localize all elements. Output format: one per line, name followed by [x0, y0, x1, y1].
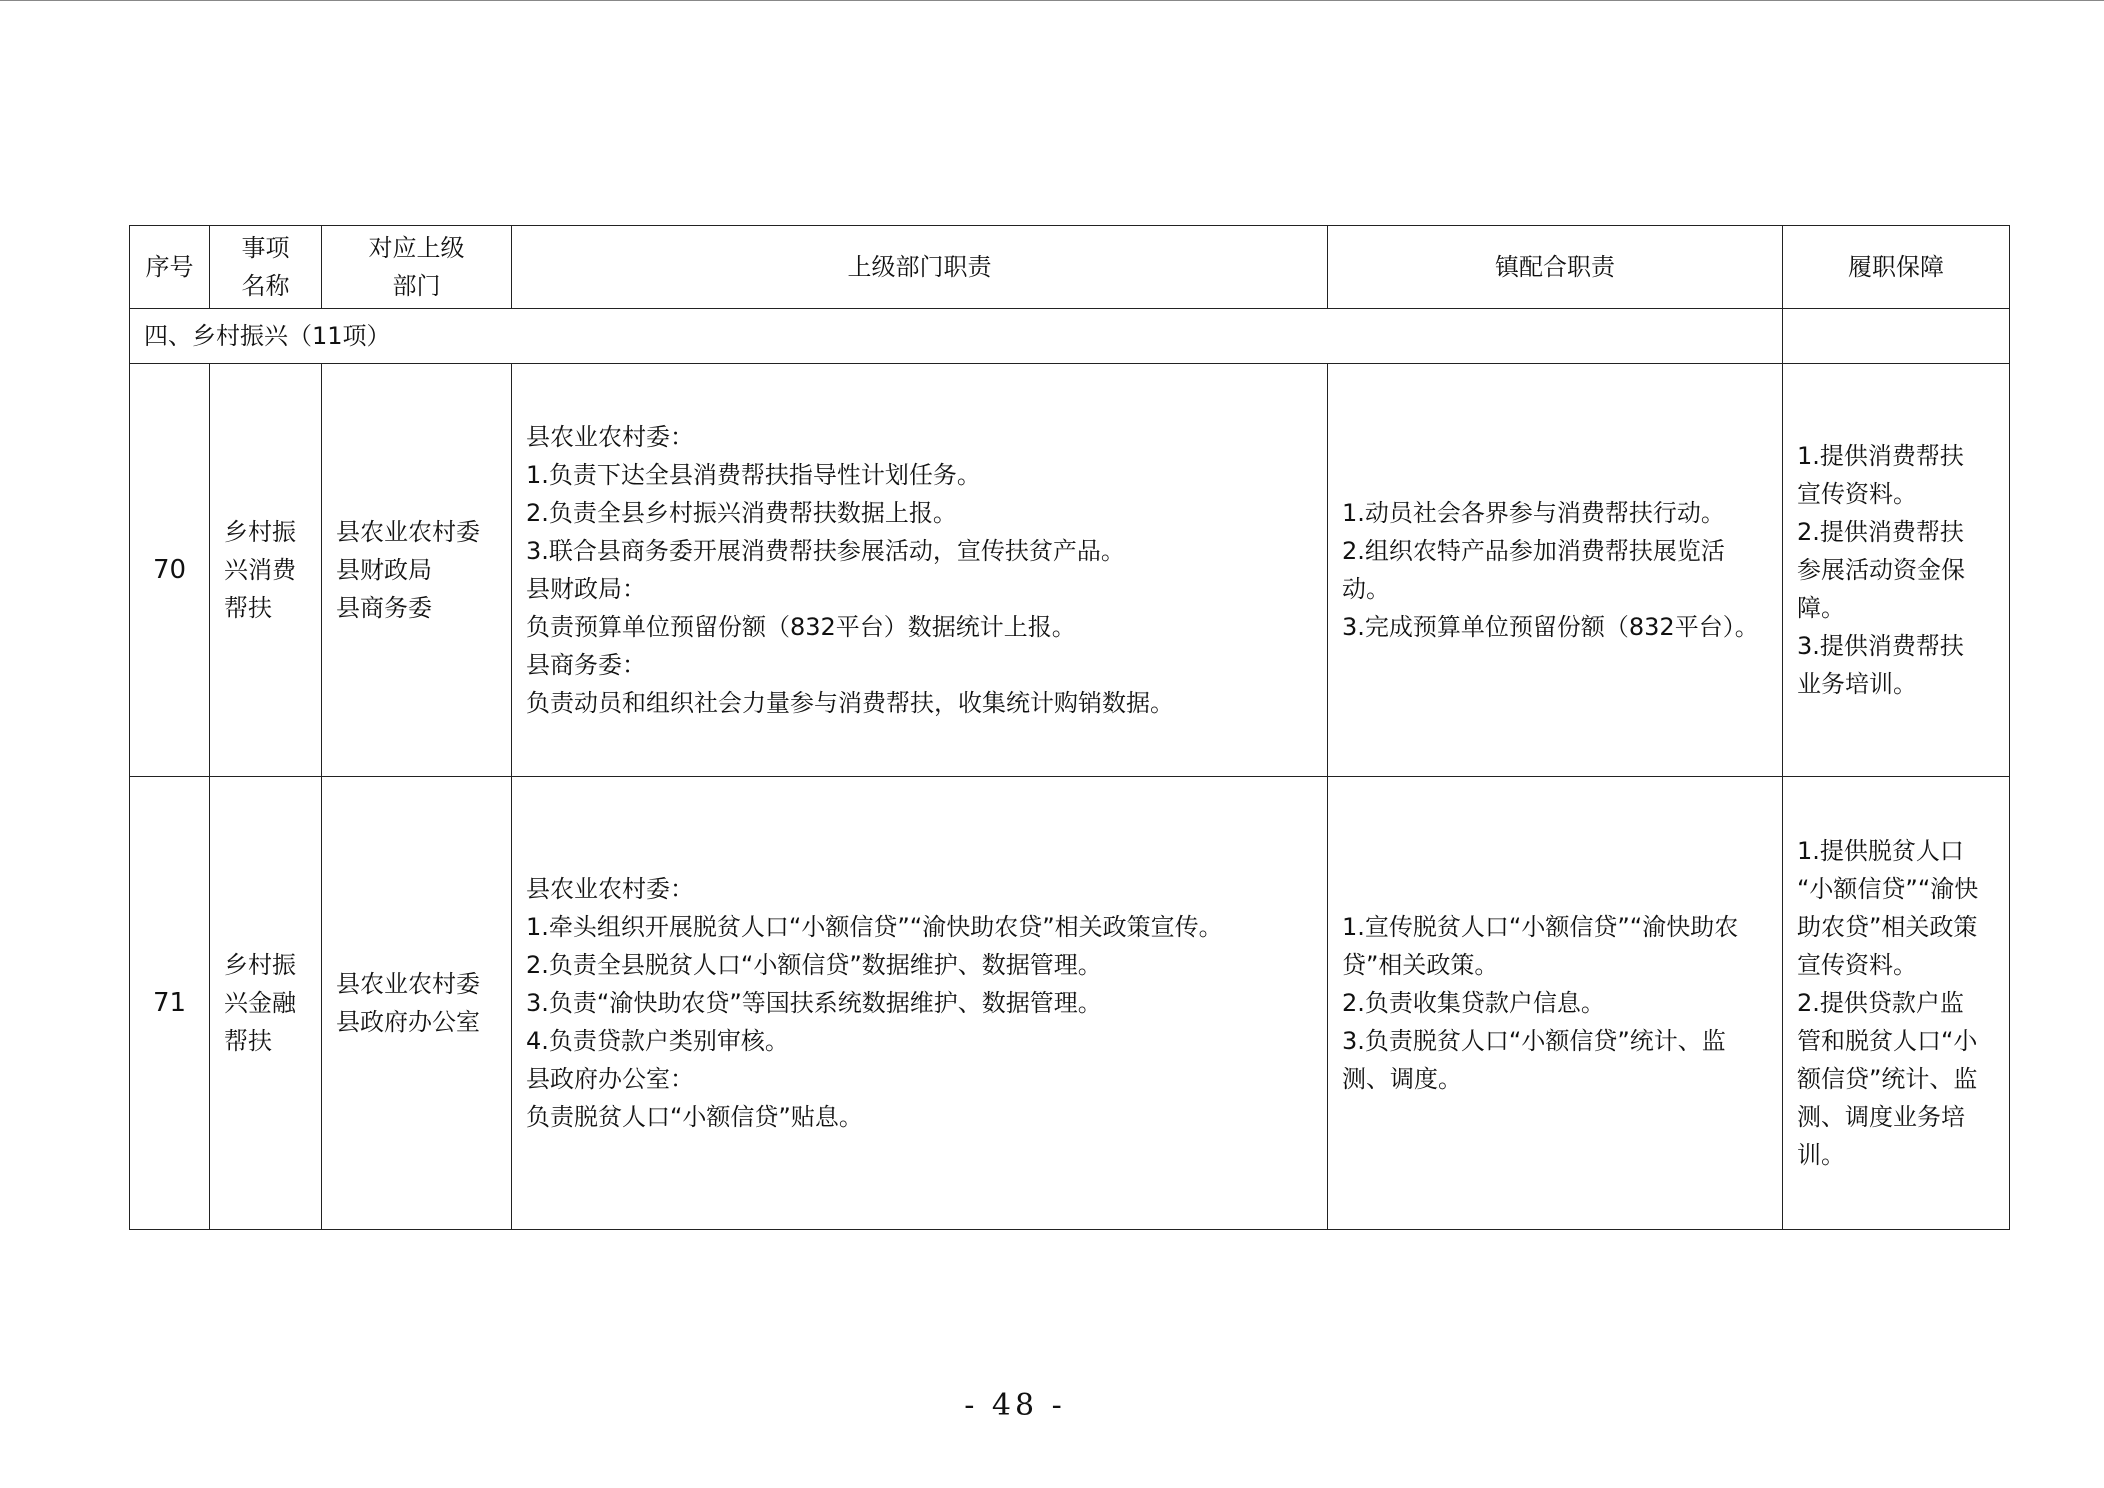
header-line: 事项 [241, 234, 290, 262]
table-header-row [130, 226, 2010, 309]
text-line: 3.完成预算单位预留份额（832平台）。 [1342, 613, 1759, 641]
text-line: 县财政局 [336, 556, 432, 584]
section-title: 四、乡村振兴（11项） [130, 309, 1783, 364]
text-line: 助农贷”相关政策 [1797, 913, 1978, 941]
text-line: 县农业农村委 [336, 518, 480, 546]
row-seq: 71 [130, 777, 210, 1230]
text-line: 1.宣传脱贫人口“小额信贷”“渝快助农 [1342, 913, 1739, 941]
header-upper-dept [322, 226, 512, 309]
text-line: 2.提供贷款户监 [1797, 989, 1964, 1017]
text-line: 县商务委 [336, 594, 432, 622]
header-guarantee: 履职保障 [1783, 226, 2010, 309]
text-line: 县商务委： [526, 651, 646, 679]
text-line: 1.提供消费帮扶 [1797, 442, 1964, 470]
header-line: 对应上级 [368, 234, 465, 262]
row-item-name [210, 364, 322, 777]
table-row [130, 777, 2010, 1230]
row-depts [322, 777, 512, 1230]
text-line: 1.负责下达全县消费帮扶指导性计划任务。 [526, 461, 981, 489]
row-upper-duty [512, 777, 1328, 1230]
row-depts [322, 364, 512, 777]
text-line: “小额信贷”“渝快 [1797, 875, 1979, 903]
header-line: 名称 [241, 272, 290, 300]
header-town-duty: 镇配合职责 [1328, 226, 1783, 309]
text-line: 2.负责收集贷款户信息。 [1342, 989, 1605, 1017]
row-item-name [210, 777, 322, 1230]
text-line: 2.负责全县脱贫人口“小额信贷”数据维护、数据管理。 [526, 951, 1102, 979]
row-town-duty [1328, 364, 1783, 777]
text-line: 1.提供脱贫人口 [1797, 837, 1964, 865]
text-line: 乡村振 [224, 518, 296, 546]
text-line: 管和脱贫人口“小 [1797, 1027, 1978, 1055]
text-line: 3.提供消费帮扶 [1797, 632, 1964, 660]
text-line: 乡村振 [224, 951, 296, 979]
text-line: 测、调度。 [1342, 1065, 1462, 1093]
text-line: 业务培训。 [1797, 670, 1917, 698]
text-line: 3.负责“渝快助农贷”等国扶系统数据维护、数据管理。 [526, 989, 1102, 1017]
text-line: 1.动员社会各界参与消费帮扶行动。 [1342, 499, 1725, 527]
text-line: 宣传资料。 [1797, 480, 1917, 508]
row-upper-duty [512, 364, 1328, 777]
text-line: 3.联合县商务委开展消费帮扶参展活动，宣传扶贫产品。 [526, 537, 1125, 565]
text-line: 2.提供消费帮扶 [1797, 518, 1964, 546]
text-line: 额信贷”统计、监 [1797, 1065, 1978, 1093]
text-line: 2.负责全县乡村振兴消费帮扶数据上报。 [526, 499, 957, 527]
text-line: 贷”相关政策。 [1342, 951, 1499, 979]
text-line: 测、调度业务培 [1797, 1103, 1965, 1131]
text-line: 县政府办公室： [526, 1065, 694, 1093]
header-line: 部门 [392, 272, 441, 300]
text-line: 帮扶 [224, 594, 272, 622]
text-line: 负责脱贫人口“小额信贷”贴息。 [526, 1103, 863, 1131]
text-line: 负责动员和组织社会力量参与消费帮扶，收集统计购销数据。 [526, 689, 1174, 717]
text-line: 2.组织农特产品参加消费帮扶展览活 [1342, 537, 1725, 565]
text-line: 参展活动资金保 [1797, 556, 1965, 584]
text-line: 3.负责脱贫人口“小额信贷”统计、监 [1342, 1027, 1726, 1055]
page-number: - 48 - [964, 1388, 1066, 1423]
text-line: 县农业农村委 [336, 970, 480, 998]
text-line: 1.牵头组织开展脱贫人口“小额信贷”“渝快助农贷”相关政策宣传。 [526, 913, 1223, 941]
text-line: 县政府办公室 [336, 1008, 480, 1036]
row-town-duty [1328, 777, 1783, 1230]
table-row [130, 364, 2010, 777]
text-line: 动。 [1342, 575, 1390, 603]
row-guarantee [1783, 364, 2010, 777]
header-seq: 序号 [130, 226, 210, 309]
text-line: 兴消费 [224, 556, 296, 584]
text-line: 帮扶 [224, 1027, 272, 1055]
text-line: 负责预算单位预留份额（832平台）数据统计上报。 [526, 613, 1076, 641]
text-line: 宣传资料。 [1797, 951, 1917, 979]
header-item-name [210, 226, 322, 309]
text-line: 县农业农村委： [526, 423, 694, 451]
row-seq: 70 [130, 364, 210, 777]
text-line: 县财政局： [526, 575, 646, 603]
header-upper-duty: 上级部门职责 [512, 226, 1328, 309]
row-guarantee [1783, 777, 2010, 1230]
section-row [130, 309, 2010, 364]
page-top-border [0, 0, 2104, 1]
text-line: 4.负责贷款户类别审核。 [526, 1027, 789, 1055]
text-line: 兴金融 [224, 989, 296, 1017]
text-line: 训。 [1797, 1141, 1845, 1169]
text-line: 县农业农村委： [526, 875, 694, 903]
text-line: 障。 [1797, 594, 1845, 622]
section-empty-cell [1783, 309, 2010, 364]
duty-table [129, 225, 2010, 1230]
